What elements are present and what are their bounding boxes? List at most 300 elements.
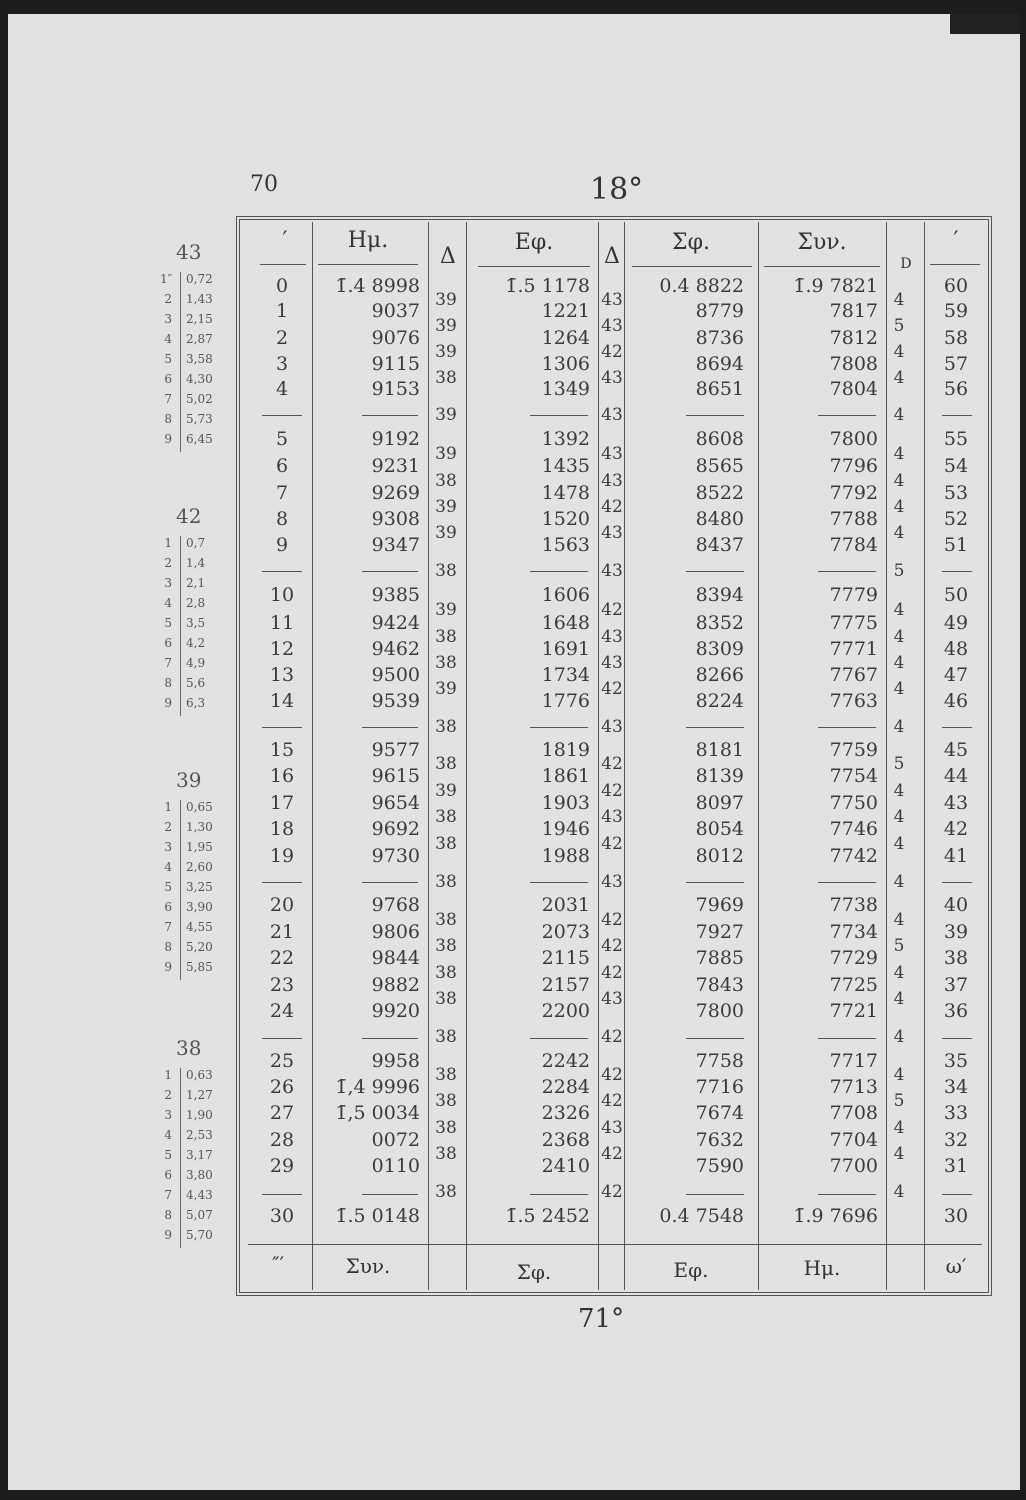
pp-digit: 1 [164, 536, 172, 550]
cell-tan: 1648 [541, 612, 590, 634]
diff-tan: 42 [601, 1144, 623, 1164]
cell-sin: 9115 [371, 353, 420, 375]
diff-sin: 39 [435, 679, 457, 699]
group-separator [686, 1038, 744, 1039]
cell-sin: 9231 [371, 455, 420, 477]
footer-minutes-right: ω′ [945, 1254, 967, 1278]
pp-table-title: 39 [176, 768, 202, 792]
cell-minutes-right: 38 [943, 947, 969, 969]
pp-value: 5,07 [186, 1208, 213, 1222]
cell-minutes-right: 52 [943, 508, 969, 530]
pp-digit: 2 [164, 820, 172, 834]
cell-tan: 1392 [541, 428, 590, 450]
cell-minutes-right: 43 [943, 792, 969, 814]
diff-cos: 4 [893, 523, 905, 543]
pp-digit: 4 [164, 1128, 172, 1142]
cell-tan: 1606 [541, 584, 590, 606]
cell-tan: 2200 [541, 1000, 590, 1022]
diff-sin: 39 [435, 315, 457, 336]
cell-cot: 8097 [695, 792, 744, 814]
diff-tan: 43 [601, 561, 623, 581]
diff-sin: 38 [435, 936, 457, 956]
cell-sin: 9192 [371, 428, 420, 450]
diff-tan: 43 [601, 653, 623, 673]
cell-cos: 7788 [829, 508, 878, 530]
diff-sin: 38 [435, 561, 457, 581]
cell-minutes-right: 60 [943, 275, 969, 297]
pp-value: 6,45 [186, 432, 213, 446]
header-cos: Συν. [797, 230, 847, 255]
group-separator [818, 882, 876, 883]
header-rule [260, 264, 306, 265]
pp-digit: 5 [164, 352, 172, 366]
pp-digit: 3 [164, 840, 172, 854]
cell-minutes: 30 [269, 1205, 295, 1227]
group-separator [942, 415, 972, 416]
diff-tan: 43 [601, 871, 623, 892]
pp-table-title: 42 [176, 504, 202, 528]
pp-value: 1,27 [186, 1088, 213, 1102]
cell-tan: 2157 [541, 974, 590, 996]
pp-value: 1,4 [186, 556, 206, 570]
diff-tan: 43 [601, 716, 623, 737]
cell-sin: 9462 [371, 638, 420, 660]
pp-digit: 4 [164, 860, 172, 874]
pp-value: 1,30 [186, 820, 213, 834]
pp-value: 0,63 [186, 1068, 213, 1082]
pp-digit: 4 [164, 332, 172, 346]
pp-digit: 6 [164, 636, 172, 650]
pp-table-rule [180, 272, 181, 452]
group-separator [362, 727, 418, 728]
diff-tan: 42 [601, 909, 623, 930]
cell-minutes-right: 50 [943, 584, 969, 606]
cell-minutes: 29 [269, 1155, 295, 1177]
pp-table-title: 38 [176, 1036, 202, 1060]
pp-digit: 2 [164, 1088, 172, 1102]
group-separator [942, 1194, 972, 1195]
cell-tan: 1691 [541, 638, 590, 660]
diff-cos: 4 [893, 289, 905, 310]
cell-cot: 8651 [695, 378, 744, 400]
cell-cos: 1̄.9 7696 [793, 1205, 878, 1227]
diff-sin: 38 [435, 962, 457, 983]
footer-minutes: ″′ [271, 1252, 284, 1276]
cell-cos: 7721 [829, 1000, 878, 1022]
cell-minutes-right: 48 [943, 638, 969, 660]
cell-cot: 7758 [695, 1050, 744, 1072]
cell-tan: 1435 [541, 455, 590, 477]
cell-cot: 7800 [695, 1000, 744, 1022]
diff-cos: 4 [893, 1144, 905, 1164]
cell-minutes-right: 51 [943, 534, 969, 556]
diff-tan: 42 [601, 1091, 623, 1111]
cell-minutes-right: 34 [943, 1076, 969, 1098]
cell-minutes-right: 57 [943, 353, 969, 375]
diff-cos: 4 [893, 600, 905, 620]
cell-minutes-right: 44 [943, 765, 969, 787]
pp-value: 3,90 [186, 900, 213, 914]
cell-sin: 9920 [371, 1000, 420, 1022]
pp-digit: 5 [164, 616, 172, 630]
page-number: 70 [250, 172, 278, 197]
pp-value: 4,30 [186, 372, 213, 386]
diff-tan: 43 [601, 405, 623, 425]
cell-minutes-right: 47 [943, 664, 969, 686]
group-separator [362, 1194, 418, 1195]
pp-digit: 7 [164, 392, 172, 406]
pp-value: 3,80 [186, 1168, 213, 1182]
cell-cot: 7590 [695, 1155, 744, 1177]
diff-sin: 38 [435, 909, 457, 930]
cell-minutes: 12 [269, 638, 295, 660]
cell-sin: 9615 [371, 765, 420, 787]
cell-sin: 9347 [371, 534, 420, 556]
group-separator [942, 882, 972, 883]
diff-sin: 38 [435, 627, 457, 647]
cell-cot: 7885 [695, 947, 744, 969]
pp-digit: 5 [164, 880, 172, 894]
diff-sin: 38 [435, 1027, 457, 1047]
cell-cos: 7792 [829, 482, 878, 504]
pp-value: 5,73 [186, 412, 213, 426]
pp-digit: 3 [164, 312, 172, 326]
diff-tan: 43 [601, 523, 623, 543]
pp-digit: 7 [164, 920, 172, 934]
diff-cos: 4 [893, 1027, 905, 1047]
cell-cot: 7632 [695, 1129, 744, 1151]
cell-cot: 8139 [695, 765, 744, 787]
diff-cos: 4 [893, 807, 905, 827]
group-separator [942, 1038, 972, 1039]
group-separator [942, 727, 972, 728]
header-tan: Εφ. [514, 230, 554, 255]
header-sin: Ημ. [347, 228, 389, 253]
footer-cot: Σφ. [516, 1260, 552, 1284]
cell-cos: 7800 [829, 428, 878, 450]
cell-cos: 7784 [829, 534, 878, 556]
cell-cot: 8224 [695, 690, 744, 712]
cell-cos: 7775 [829, 612, 878, 634]
diff-sin: 38 [435, 833, 457, 854]
cell-minutes: 2 [275, 327, 289, 349]
cell-minutes-right: 39 [943, 921, 969, 943]
pp-value: 3,17 [186, 1148, 213, 1162]
pp-digit: 9 [164, 960, 172, 974]
diff-tan: 42 [601, 679, 623, 699]
group-separator [686, 1194, 744, 1195]
cell-cos: 7763 [829, 690, 878, 712]
cell-cot: 8181 [695, 739, 744, 761]
diff-sin: 38 [435, 1065, 457, 1085]
cell-minutes: 14 [269, 690, 295, 712]
cell-cot: 7843 [695, 974, 744, 996]
cell-minutes: 13 [269, 664, 295, 686]
cell-cos: 7759 [829, 739, 878, 761]
cell-minutes: 4 [275, 378, 289, 400]
cell-tan: 2115 [541, 947, 590, 969]
cell-minutes: 27 [269, 1102, 295, 1124]
pp-digit: 3 [164, 576, 172, 590]
cell-tan: 1988 [541, 845, 590, 867]
diff-cos: 5 [893, 561, 905, 581]
diff-sin: 38 [435, 716, 457, 737]
cell-sin: 9806 [371, 921, 420, 943]
cell-sin: 9577 [371, 739, 420, 761]
cell-sin: 9730 [371, 845, 420, 867]
cell-sin: 9424 [371, 612, 420, 634]
cell-minutes-right: 55 [943, 428, 969, 450]
pp-digit: 2 [164, 292, 172, 306]
page-corner-shadow [950, 14, 1020, 34]
pp-value: 2,53 [186, 1128, 213, 1142]
pp-value: 5,02 [186, 392, 213, 406]
pp-digit: 9 [164, 1228, 172, 1242]
diff-tan: 43 [601, 315, 623, 336]
group-separator [530, 1194, 588, 1195]
cell-cos: 7812 [829, 327, 878, 349]
cell-minutes-right: 37 [943, 974, 969, 996]
cell-cot: 7716 [695, 1076, 744, 1098]
cell-tan: 2284 [541, 1076, 590, 1098]
diff-cos: 4 [893, 833, 905, 854]
column-rule [758, 222, 759, 1290]
cell-tan: 1520 [541, 508, 590, 530]
cell-minutes-right: 35 [943, 1050, 969, 1072]
pp-digit: 9 [164, 432, 172, 446]
diff-cos: 4 [893, 962, 905, 983]
group-separator [686, 415, 744, 416]
diff-sin: 39 [435, 600, 457, 620]
group-separator [530, 415, 588, 416]
cell-minutes: 22 [269, 947, 295, 969]
diff-cos: 4 [893, 367, 905, 388]
group-separator [362, 882, 418, 883]
cell-sin: 9385 [371, 584, 420, 606]
cell-cos: 7817 [829, 300, 878, 322]
pp-digit: 7 [164, 1188, 172, 1202]
cell-minutes-right: 42 [943, 818, 969, 840]
group-separator [262, 415, 302, 416]
diff-cos: 5 [893, 315, 905, 336]
pp-digit: 1 [164, 1068, 172, 1082]
pp-digit: 8 [164, 412, 172, 426]
diff-cos: 5 [893, 754, 905, 774]
cell-minutes-right: 53 [943, 482, 969, 504]
pp-value: 2,87 [186, 332, 213, 346]
cell-minutes-right: 46 [943, 690, 969, 712]
diff-sin: 39 [435, 780, 457, 801]
cell-cos: 7808 [829, 353, 878, 375]
diff-tan: 42 [601, 780, 623, 801]
diff-sin: 39 [435, 342, 457, 362]
diff-cos: 4 [893, 627, 905, 647]
diff-tan: 42 [601, 833, 623, 854]
pp-value: 0,65 [186, 800, 213, 814]
diff-sin: 38 [435, 1144, 457, 1164]
cell-sin: 9037 [371, 300, 420, 322]
cell-cot: 7674 [695, 1102, 744, 1124]
footer-rule [248, 1244, 982, 1245]
diff-cos: 4 [893, 1182, 905, 1202]
cell-minutes: 25 [269, 1050, 295, 1072]
header-diff-cos: D [900, 256, 912, 272]
cell-tan: 2242 [541, 1050, 590, 1072]
diff-tan: 42 [601, 342, 623, 362]
cell-cot: 8012 [695, 845, 744, 867]
diff-tan: 42 [601, 754, 623, 774]
diff-sin: 39 [435, 497, 457, 517]
diff-tan: 43 [601, 470, 623, 491]
group-separator [686, 571, 744, 572]
diff-cos: 4 [893, 497, 905, 517]
diff-sin: 39 [435, 405, 457, 425]
cell-minutes: 15 [269, 739, 295, 761]
group-separator [262, 1194, 302, 1195]
cell-cos: 7738 [829, 894, 878, 916]
cell-minutes: 21 [269, 921, 295, 943]
cell-cot: 8437 [695, 534, 744, 556]
cell-sin: 9882 [371, 974, 420, 996]
pp-table-rule [180, 1068, 181, 1248]
cell-tan: 1264 [541, 327, 590, 349]
header-rule [764, 266, 880, 267]
cell-sin: 9153 [371, 378, 420, 400]
group-separator [818, 1038, 876, 1039]
cell-cos: 7713 [829, 1076, 878, 1098]
pp-digit: 3 [164, 1108, 172, 1122]
diff-sin: 38 [435, 807, 457, 827]
diff-sin: 39 [435, 443, 457, 464]
cell-cot: 8694 [695, 353, 744, 375]
cell-minutes-right: 33 [943, 1102, 969, 1124]
cell-cot: 8054 [695, 818, 744, 840]
cell-cos: 7746 [829, 818, 878, 840]
cell-tan: 1903 [541, 792, 590, 814]
diff-cos: 4 [893, 443, 905, 464]
group-separator [818, 1194, 876, 1195]
pp-value: 5,6 [186, 676, 206, 690]
diff-tan: 43 [601, 443, 623, 464]
diff-cos: 5 [893, 936, 905, 956]
diff-cos: 4 [893, 1117, 905, 1138]
cell-minutes-right: 56 [943, 378, 969, 400]
pp-digit: 8 [164, 1208, 172, 1222]
cell-minutes: 26 [269, 1076, 295, 1098]
diff-cos: 4 [893, 716, 905, 737]
cell-minutes-right: 59 [943, 300, 969, 322]
diff-cos: 4 [893, 679, 905, 699]
diff-sin: 38 [435, 653, 457, 673]
diff-tan: 43 [601, 627, 623, 647]
cell-tan: 1946 [541, 818, 590, 840]
cell-minutes: 23 [269, 974, 295, 996]
cell-cos: 7771 [829, 638, 878, 660]
cell-cot: 8480 [695, 508, 744, 530]
diff-cos: 4 [893, 909, 905, 930]
cell-sin: 1̄,4 9996 [335, 1076, 420, 1098]
cell-cot: 8608 [695, 428, 744, 450]
cell-cos: 7796 [829, 455, 878, 477]
cell-cos: 7734 [829, 921, 878, 943]
diff-tan: 43 [601, 289, 623, 310]
header-minutes-right: ′ [953, 228, 959, 253]
diff-tan: 42 [601, 600, 623, 620]
diff-sin: 39 [435, 289, 457, 310]
cell-cot: 0.4 7548 [659, 1205, 744, 1227]
column-rule [312, 222, 313, 1290]
diff-cos: 4 [893, 1065, 905, 1085]
cell-tan: 1̄.5 2452 [505, 1205, 590, 1227]
cell-minutes: 18 [269, 818, 295, 840]
group-separator [942, 571, 972, 572]
diff-sin: 38 [435, 1091, 457, 1111]
pp-digit: 7 [164, 656, 172, 670]
pp-digit: 8 [164, 676, 172, 690]
diff-tan: 43 [601, 807, 623, 827]
cell-cot: 8266 [695, 664, 744, 686]
cell-sin: 1̄,5 0034 [335, 1102, 420, 1124]
cell-minutes: 8 [275, 508, 289, 530]
pp-value: 0,72 [186, 272, 213, 286]
group-separator [686, 727, 744, 728]
cell-minutes: 5 [275, 428, 289, 450]
header-diff-tan: Δ [604, 244, 620, 269]
pp-value: 2,1 [186, 576, 206, 590]
cell-cos: 7704 [829, 1129, 878, 1151]
pp-value: 5,20 [186, 940, 213, 954]
diff-cos: 4 [893, 871, 905, 892]
cell-minutes: 0 [275, 275, 289, 297]
cell-tan: 1819 [541, 739, 590, 761]
group-separator [818, 727, 876, 728]
pp-value: 1,90 [186, 1108, 213, 1122]
pp-digit: 1 [164, 800, 172, 814]
pp-value: 3,58 [186, 352, 213, 366]
cell-minutes: 24 [269, 1000, 295, 1022]
footer-sin: Ημ. [803, 1256, 841, 1280]
cell-cot: 7969 [695, 894, 744, 916]
diff-tan: 42 [601, 962, 623, 983]
diff-sin: 38 [435, 470, 457, 491]
diff-tan: 42 [601, 497, 623, 517]
cell-sin: 9692 [371, 818, 420, 840]
diff-tan: 42 [601, 1027, 623, 1047]
diff-tan: 43 [601, 367, 623, 388]
cell-cos: 7742 [829, 845, 878, 867]
column-rule [886, 222, 887, 1290]
diff-sin: 38 [435, 1117, 457, 1138]
diff-tan: 43 [601, 989, 623, 1009]
cell-cos: 7754 [829, 765, 878, 787]
cell-cos: 1̄.9 7821 [793, 275, 878, 297]
pp-digit: 4 [164, 596, 172, 610]
cell-tan: 2326 [541, 1102, 590, 1124]
pp-digit: 8 [164, 940, 172, 954]
group-separator [362, 571, 418, 572]
cell-minutes: 10 [269, 584, 295, 606]
pp-digit: 6 [164, 1168, 172, 1182]
degree-heading-bottom: 71° [578, 1304, 625, 1334]
cell-tan: 1̄.5 1178 [505, 275, 590, 297]
diff-cos: 4 [893, 989, 905, 1009]
cell-cos: 7729 [829, 947, 878, 969]
cell-cos: 7804 [829, 378, 878, 400]
pp-table-rule [180, 536, 181, 716]
footer-tan: Εφ. [673, 1258, 709, 1282]
cell-cos: 7708 [829, 1102, 878, 1124]
column-rule [598, 222, 599, 1290]
